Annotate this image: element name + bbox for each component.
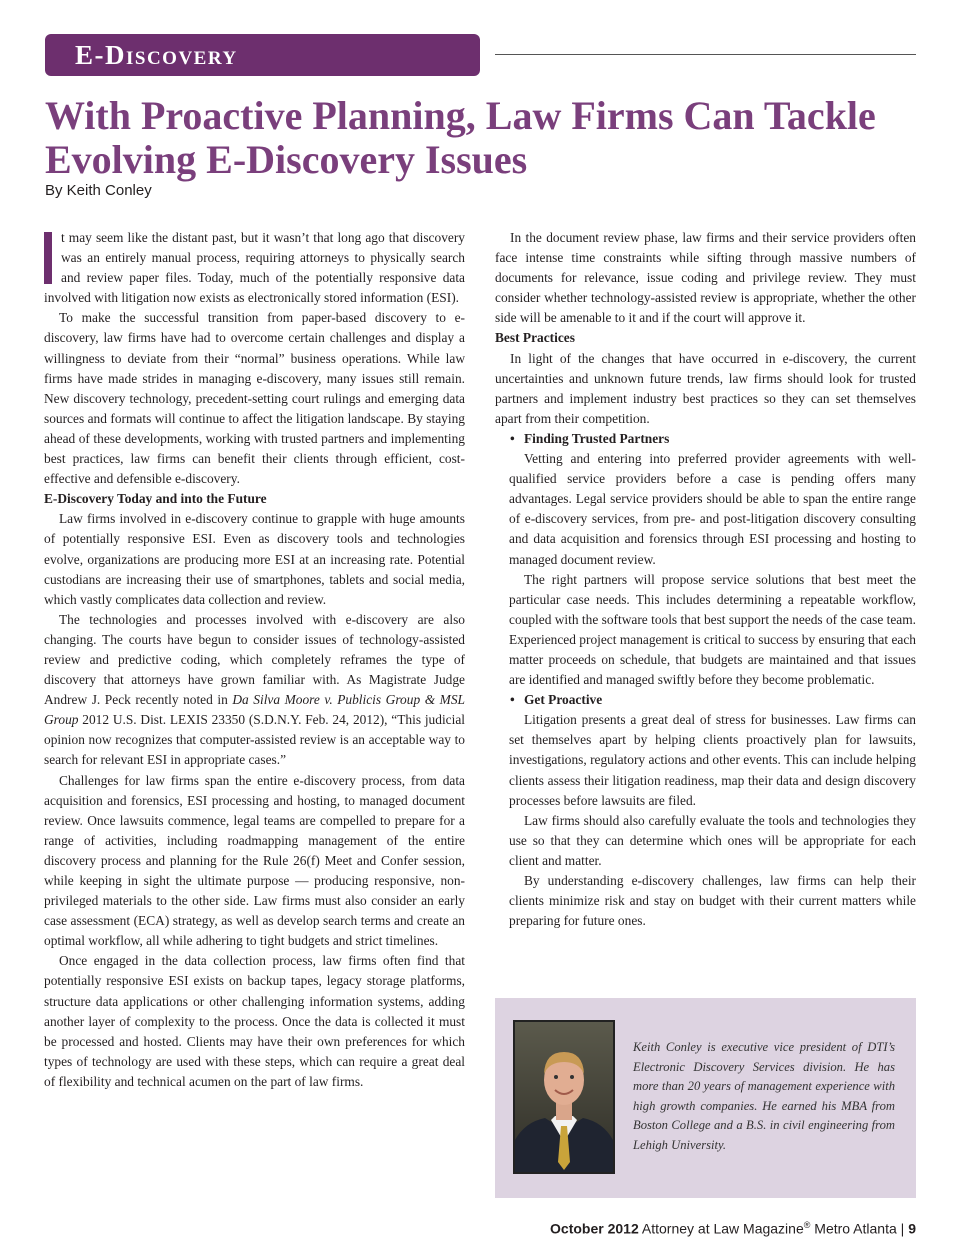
publication-name: Attorney at Law Magazine [641,1220,804,1237]
body-paragraph: The technologies and processes involved with e-discovery are also changing. The courts have begun to consider issues of technology-assisted review and predictive coding, which completely reframes the type of discovery that attorneys have grown familiar with. As Magistrate Judge Andrew J. Peck recently noted in Da Silva Moore v. Publicis Group & MSL Group 2012 U.S. Dist. LEXIS 23350 (S.D.N.Y. Feb. 24, 2012), “This judicial opinion now recognizes that computer-assisted review is an acceptable way to search for relevant ESI in appropriate cases.” [44,611,465,768]
case-citation: Da Silva Moore v. Publicis Group & MSL Group [44,692,465,728]
right-column [495,228,916,931]
article-title: With Proactive Planning, Law Firms Can Tackle Evolving E-Discovery Issues [45,93,876,182]
drop-cap-bar [44,232,52,284]
author-bio-text: Keith Conley is executive vice president of DTI’s Electronic Discovery Services division. He has more than 20 years of management experience with high growth companies. He earned his MBA from Boston College and a B.S. in civil engineering from Lehigh University. [633,1040,895,1152]
body-paragraph: The right partners will propose service solutions that best meet the particular case needs. This includes determining a repeatable workflow, coupled with the software tools that best support the needs of the case team. Experienced project management is critical to success by ensuring that each matter proceeds on schedule, that budgets are maintained and that issues are identified and managed swiftly before they become problematic. [509,571,916,688]
bullet-heading: • Get Proactive [495,690,916,710]
body-paragraph: To make the successful transition from paper-based discovery to e-discovery, law firms have had to overcome certain challenges and display a willingness to deviate from their “normal” business operations. While law firms have made strides in managing e-discovery, many issues still remain. New discovery technology, precedent-setting court rulings and emerging data sources and formats will continue to affect the litigation landscape. By staying ahead of these developments, working with trusted partners and implementing best practices, law firms can benefit their clients through efficient, cost-effective and defensible e-discovery. [44,310,465,487]
footer-separator: | [900,1220,905,1237]
page-footer [550,1220,916,1237]
body-paragraph: Challenges for law firms span the entire e-discovery process, from data acquisition and forensics, ESI processing and hosting, to managed document review. Once lawsuits commence, legal teams are compelled to prepare for a range of activities, including roadmapping management of the entire discovery process and planning for the Rule 26(f) Meet and Confer session, while keeping in sight the ultimate purpose — producing responsive, non-privileged materials to the other side. Law firms must also consider an early case assessment (ECA) strategy, as well as develop search terms and create an optimal workflow, all while adhering to tight budgets and strict timelines. [44,772,465,949]
author-photo [513,1020,615,1174]
bullet-icon: • [510,692,515,708]
article-byline: By Keith Conley [45,182,152,199]
body-paragraph: Law firms should also carefully evaluate the tools and technologies they use so that they can determine which ones will be appropriate for each client and matter. [509,812,916,868]
issue-date: October 2012 [550,1220,639,1237]
left-column [44,228,465,1092]
section-label: E-Discovery [75,40,238,70]
subheading: E-Discovery Today and into the Future [44,491,267,507]
body-paragraph: In the document review phase, law firms and their service providers often face intense time constraints while sifting through massive numbers of documents for relevance, issue coding and privilege review. They must consider whether technology-assisted review is appropriate, whether the other side will be amenable to it and if the court will approve it. [495,230,916,326]
page-number: 9 [908,1220,916,1237]
bullet-body [495,710,916,931]
registered-mark: ® [803,1220,811,1230]
bullet-icon: • [510,430,515,446]
subheading: Best Practices [495,330,575,346]
body-paragraph: Once engaged in the data collection process, law firms often find that potentially responsive ESI exists on backup tapes, legacy storage platforms, structure data applications or other challenging information systems, adding another layer of complexity to the process. Once the data is collected it must be processed and hosted. Clients may have their own preferences for which types of technology are used with these steps, which can require a great deal of flexibility and technical acumen on the part of law firms. [44,953,465,1089]
author-portrait-icon [515,1022,613,1172]
edition-name: Metro Atlanta [814,1220,897,1237]
body-paragraph: Litigation presents a great deal of stress for businesses. Law firms can set themselves apart by helping clients proactively plan for lawsuits, investigations, regulatory actions and other events. This can include helping clients assess their litigation readiness, map their data and design discovery processes before lawsuits are filed. [509,712,916,808]
body-paragraph: In light of the changes that have occurred in e-discovery, the current uncertainties and unknown future trends, law firms should look for trusted partners and implement industry best practices so they can set themselves apart from their competition. [495,350,916,426]
body-paragraph: Vetting and entering into preferred provider agreements with well-qualified service providers before a case is pending offers many advantages. Legal service providers should be able to span the entire range of e-discovery services, from pre- and post-litigation discovery consulting and data acquisition and forensics through ESI processing and hosting to managed document review. [509,451,916,567]
bullet-heading: • Finding Trusted Partners [495,429,916,449]
author-bio-box [495,998,916,1198]
bullet-body [495,449,916,690]
body-paragraph: By understanding e-discovery challenges, law firms can help their clients minimize risk and stay on budget with their current matters while preparing for future ones. [509,873,916,929]
section-divider [495,54,916,55]
section-tab [45,34,480,76]
body-paragraph: Law firms involved in e-discovery continue to grapple with huge amounts of potentially responsive ESI. Even as discovery tools and technologies evolve, organizations are producing more ESI at an increasing rate. Potential custodians are increasing their use of smartphones, tablets and social media, which vastly complicates data collection and review. [44,511,465,607]
intro-paragraph: t may seem like the distant past, but it wasn’t that long ago that discovery was an entirely manual process, requiring attorneys to physically search and review paper files. Today, much of the potentially responsive data involved with litigation now exists as electronically stored information (ESI). [44,230,465,306]
